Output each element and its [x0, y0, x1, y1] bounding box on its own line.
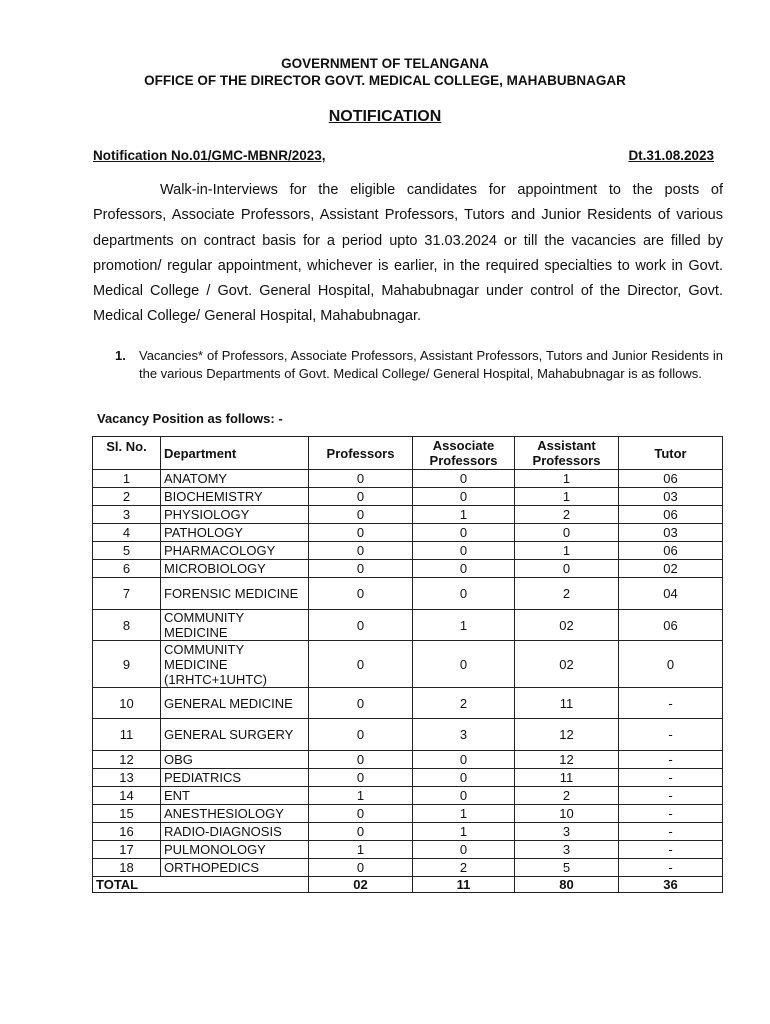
table-row	[93, 769, 723, 787]
professors-cell: 0	[309, 506, 413, 524]
department-cell: COMMUNITY MEDICINE	[161, 610, 309, 641]
table-row	[93, 823, 723, 841]
vacancy-table	[92, 436, 723, 893]
assistant-professors-cell: 11	[515, 688, 619, 719]
sl-no-cell: 18	[93, 859, 161, 877]
department-cell: PULMONOLOGY	[161, 841, 309, 859]
assistant-professors-cell: 2	[515, 506, 619, 524]
associate-professors-cell: 0	[413, 524, 515, 542]
department-cell: ANATOMY	[161, 470, 309, 488]
table-row	[93, 787, 723, 805]
associate-professors-cell: 0	[413, 542, 515, 560]
col-header-sl-no: Sl. No.	[93, 437, 161, 470]
associate-professors-cell: 0	[413, 769, 515, 787]
table-row	[93, 841, 723, 859]
tutor-cell: -	[619, 769, 723, 787]
department-cell: ENT	[161, 787, 309, 805]
table-row	[93, 688, 723, 719]
sl-no-cell: 13	[93, 769, 161, 787]
assistant-professors-cell: 2	[515, 578, 619, 610]
professors-cell: 0	[309, 823, 413, 841]
list-item-text: Vacancies* of Professors, Associate Professors, Assistant Professors, Tutors and Junior Residents in the various Departments of Govt. Medical College/ General Hospital, Mahabubnagar is as follows.	[139, 348, 723, 381]
tutor-cell: 04	[619, 578, 723, 610]
sl-no-cell: 3	[93, 506, 161, 524]
department-cell: BIOCHEMISTRY	[161, 488, 309, 506]
assistant-professors-cell: 12	[515, 719, 619, 751]
sl-no-cell: 11	[93, 719, 161, 751]
assistant-professors-cell: 02	[515, 641, 619, 688]
tutor-cell: 0	[619, 641, 723, 688]
col-header-department: Department	[161, 437, 309, 470]
tutor-cell: -	[619, 859, 723, 877]
tutor-cell: 02	[619, 560, 723, 578]
professors-cell: 0	[309, 641, 413, 688]
sl-no-cell: 14	[93, 787, 161, 805]
table-row	[93, 751, 723, 769]
associate-professors-cell: 0	[413, 787, 515, 805]
tutor-cell: -	[619, 751, 723, 769]
sl-no-cell: 8	[93, 610, 161, 641]
col-header-professors: Professors	[309, 437, 413, 470]
total-tutor: 36	[619, 877, 723, 893]
table-row	[93, 578, 723, 610]
table-row	[93, 719, 723, 751]
associate-professors-cell: 1	[413, 506, 515, 524]
department-cell: PEDIATRICS	[161, 769, 309, 787]
associate-professors-cell: 0	[413, 641, 515, 688]
col-header-assistant-professors: Assistant Professors	[515, 437, 619, 470]
associate-professors-cell: 0	[413, 841, 515, 859]
assistant-professors-cell: 0	[515, 524, 619, 542]
sl-no-cell: 5	[93, 542, 161, 560]
associate-professors-cell: 0	[413, 751, 515, 769]
assistant-professors-cell: 10	[515, 805, 619, 823]
assistant-professors-cell: 1	[515, 542, 619, 560]
sl-no-cell: 15	[93, 805, 161, 823]
professors-cell: 0	[309, 719, 413, 751]
tutor-cell: -	[619, 719, 723, 751]
table-row	[93, 859, 723, 877]
tutor-cell: 06	[619, 506, 723, 524]
notification-number: Notification No.01/GMC-MBNR/2023,	[93, 148, 326, 163]
professors-cell: 0	[309, 610, 413, 641]
associate-professors-cell: 0	[413, 578, 515, 610]
sl-no-cell: 7	[93, 578, 161, 610]
sl-no-cell: 1	[93, 470, 161, 488]
assistant-professors-cell: 5	[515, 859, 619, 877]
table-row	[93, 805, 723, 823]
vacancy-heading: Vacancy Position as follows: -	[97, 411, 283, 426]
professors-cell: 0	[309, 751, 413, 769]
associate-professors-cell: 1	[413, 610, 515, 641]
col-header-associate-professors: Associate Professors	[413, 437, 515, 470]
total-label: TOTAL	[93, 877, 309, 893]
assistant-professors-cell: 3	[515, 823, 619, 841]
sl-no-cell: 10	[93, 688, 161, 719]
tutor-cell: -	[619, 688, 723, 719]
department-cell: PHARMACOLOGY	[161, 542, 309, 560]
table-row	[93, 641, 723, 688]
professors-cell: 0	[309, 542, 413, 560]
department-cell: PHYSIOLOGY	[161, 506, 309, 524]
list-item-number: 1.	[115, 348, 126, 363]
assistant-professors-cell: 0	[515, 560, 619, 578]
tutor-cell: 03	[619, 488, 723, 506]
department-cell: MICROBIOLOGY	[161, 560, 309, 578]
table-row	[93, 470, 723, 488]
professors-cell: 0	[309, 560, 413, 578]
sl-no-cell: 12	[93, 751, 161, 769]
department-cell: OBG	[161, 751, 309, 769]
table-row	[93, 524, 723, 542]
assistant-professors-cell: 02	[515, 610, 619, 641]
tutor-cell: -	[619, 841, 723, 859]
vacancy-table-body	[93, 470, 723, 877]
associate-professors-cell: 0	[413, 470, 515, 488]
department-cell: ORTHOPEDICS	[161, 859, 309, 877]
department-cell: RADIO-DIAGNOSIS	[161, 823, 309, 841]
professors-cell: 1	[309, 787, 413, 805]
associate-professors-cell: 0	[413, 488, 515, 506]
department-cell: ANESTHESIOLOGY	[161, 805, 309, 823]
sl-no-cell: 6	[93, 560, 161, 578]
associate-professors-cell: 0	[413, 560, 515, 578]
govt-header: GOVERNMENT OF TELANGANA	[281, 56, 489, 71]
professors-cell: 0	[309, 769, 413, 787]
professors-cell: 0	[309, 688, 413, 719]
total-associate-professors: 11	[413, 877, 515, 893]
sl-no-cell: 9	[93, 641, 161, 688]
associate-professors-cell: 3	[413, 719, 515, 751]
department-cell: GENERAL MEDICINE	[161, 688, 309, 719]
department-cell: GENERAL SURGERY	[161, 719, 309, 751]
tutor-cell: 06	[619, 542, 723, 560]
sl-no-cell: 2	[93, 488, 161, 506]
tutor-cell: 03	[619, 524, 723, 542]
col-header-tutor: Tutor	[619, 437, 723, 470]
sl-no-cell: 17	[93, 841, 161, 859]
page-title: NOTIFICATION	[328, 108, 442, 125]
tutor-cell: -	[619, 805, 723, 823]
associate-professors-cell: 1	[413, 805, 515, 823]
table-row	[93, 542, 723, 560]
assistant-professors-cell: 3	[515, 841, 619, 859]
table-row	[93, 488, 723, 506]
department-cell: FORENSIC MEDICINE	[161, 578, 309, 610]
sl-no-cell: 4	[93, 524, 161, 542]
assistant-professors-cell: 12	[515, 751, 619, 769]
table-row	[93, 610, 723, 641]
tutor-cell: 06	[619, 610, 723, 641]
professors-cell: 0	[309, 859, 413, 877]
professors-cell: 0	[309, 578, 413, 610]
assistant-professors-cell: 1	[515, 470, 619, 488]
assistant-professors-cell: 1	[515, 488, 619, 506]
tutor-cell: -	[619, 823, 723, 841]
associate-professors-cell: 2	[413, 859, 515, 877]
notification-date: Dt.31.08.2023	[628, 148, 714, 163]
department-cell: COMMUNITY MEDICINE (1RHTC+1UHTC)	[161, 641, 309, 688]
assistant-professors-cell: 11	[515, 769, 619, 787]
assistant-professors-cell: 2	[515, 787, 619, 805]
professors-cell: 0	[309, 470, 413, 488]
table-row	[93, 506, 723, 524]
professors-cell: 0	[309, 524, 413, 542]
associate-professors-cell: 1	[413, 823, 515, 841]
office-header: OFFICE OF THE DIRECTOR GOVT. MEDICAL COLLEGE, MAHABUBNAGAR	[144, 73, 626, 88]
total-professors: 02	[309, 877, 413, 893]
sl-no-cell: 16	[93, 823, 161, 841]
table-row	[93, 560, 723, 578]
tutor-cell: -	[619, 787, 723, 805]
department-cell: PATHOLOGY	[161, 524, 309, 542]
tutor-cell: 06	[619, 470, 723, 488]
total-assistant-professors: 80	[515, 877, 619, 893]
table-header-row	[93, 437, 723, 470]
intro-paragraph: Walk-in-Interviews for the eligible candidates for appointment to the posts of Professors, Associate Professors, Assistant Professors, Tutors and Junior Residents of various departments on contract basis for a period upto 31.03.2024 or till the vacancies are filled by promotion/ regular appointment, whichever is earlier, in the required specialties to work in Govt. Medical College / Govt. General Hospital, Mahabubnagar under control of the Director, Govt. Medical College/ General Hospital, Mahabubnagar.	[93, 182, 723, 325]
associate-professors-cell: 2	[413, 688, 515, 719]
professors-cell: 0	[309, 488, 413, 506]
professors-cell: 0	[309, 805, 413, 823]
professors-cell: 1	[309, 841, 413, 859]
total-row	[93, 877, 723, 893]
